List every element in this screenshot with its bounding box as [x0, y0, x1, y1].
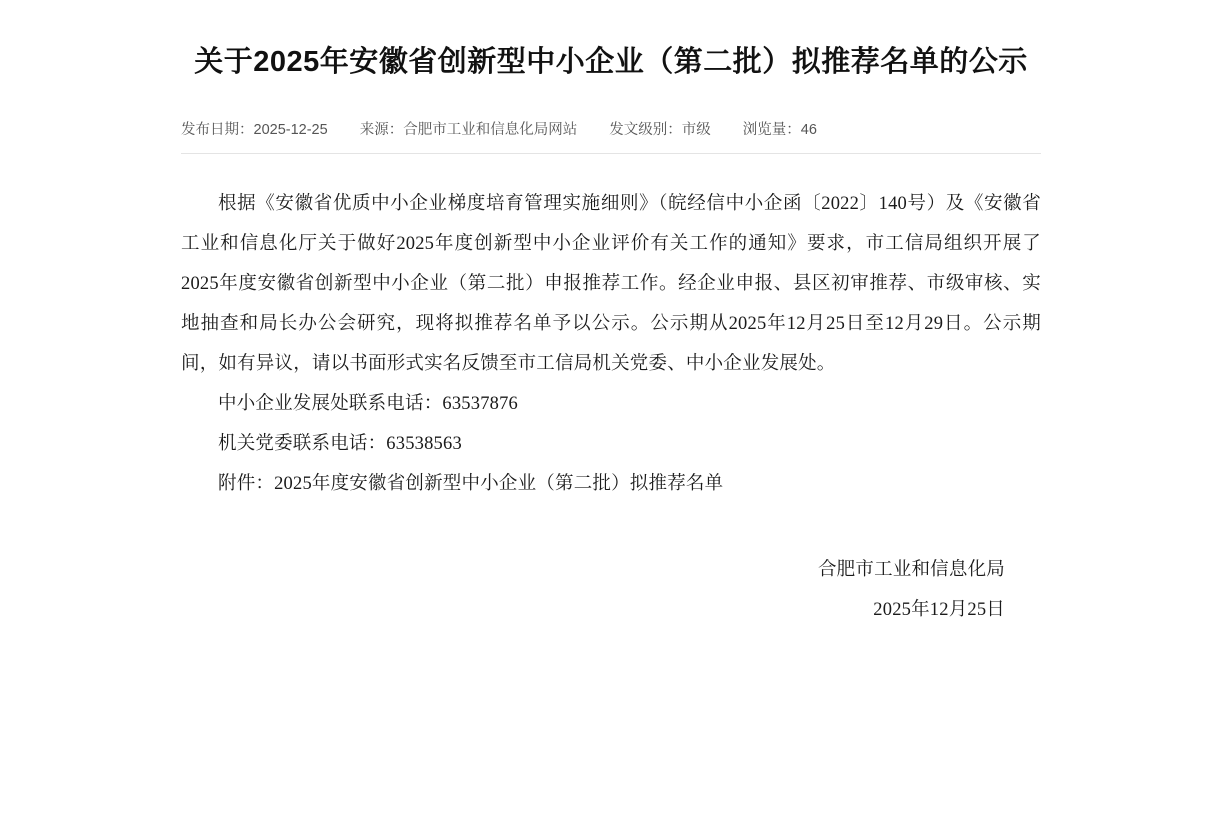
- signature-block: [181, 550, 1041, 630]
- meta-source: [360, 118, 578, 139]
- meta-level-label: 发文级别：: [609, 122, 682, 138]
- meta-views-value: 46: [800, 122, 817, 138]
- meta-level-value: 市级: [681, 122, 711, 138]
- article-meta: [181, 118, 1041, 154]
- meta-views-label: 浏览量：: [742, 122, 801, 138]
- signature-organization: 合肥市工业和信息化局: [817, 560, 1005, 580]
- contact-line-sme-office: 中小企业发展处联系电话：63537876: [218, 394, 519, 414]
- meta-views: [743, 118, 817, 139]
- meta-publish-date-value: 2025-12-25: [253, 122, 328, 138]
- signature-date: 2025年12月25日: [873, 600, 1005, 620]
- attachment-line: 附件：2025年度安徽省创新型中小企业（第二批）拟推荐名单: [218, 474, 724, 494]
- meta-source-value: 合肥市工业和信息化局网站: [403, 122, 578, 138]
- article-body: [181, 154, 1041, 630]
- page-title: 关于2025年安徽省创新型中小企业（第二批）拟推荐名单的公示: [194, 46, 1028, 78]
- meta-publish-date: [181, 118, 328, 139]
- article-container: [181, 0, 1041, 630]
- meta-source-label: 来源：: [359, 122, 404, 138]
- contact-line-party-committee: 机关党委联系电话：63538563: [218, 434, 462, 454]
- body-paragraph: 根据《安徽省优质中小企业梯度培育管理实施细则》（皖经信中小企函〔2022〕140号）及《安徽省工业和信息化厅关于做好2025年度创新型中小企业评价有关工作的通知》要求，市工信局组织开展了2025年度安徽省创新型中小企业（第二批）申报推荐工作。经企业申报、县区初审推荐、市级审核、实地抽查和局长办公会研究，现将拟推荐名单予以公示。公示期从2025年12月25日至12月29日。公示期间，如有异议，请以书面形式实名反馈至市工信局机关党委、中小企业发展处。: [181, 194, 1041, 374]
- meta-publish-date-label: 发布日期：: [181, 122, 254, 138]
- meta-level: [609, 118, 711, 139]
